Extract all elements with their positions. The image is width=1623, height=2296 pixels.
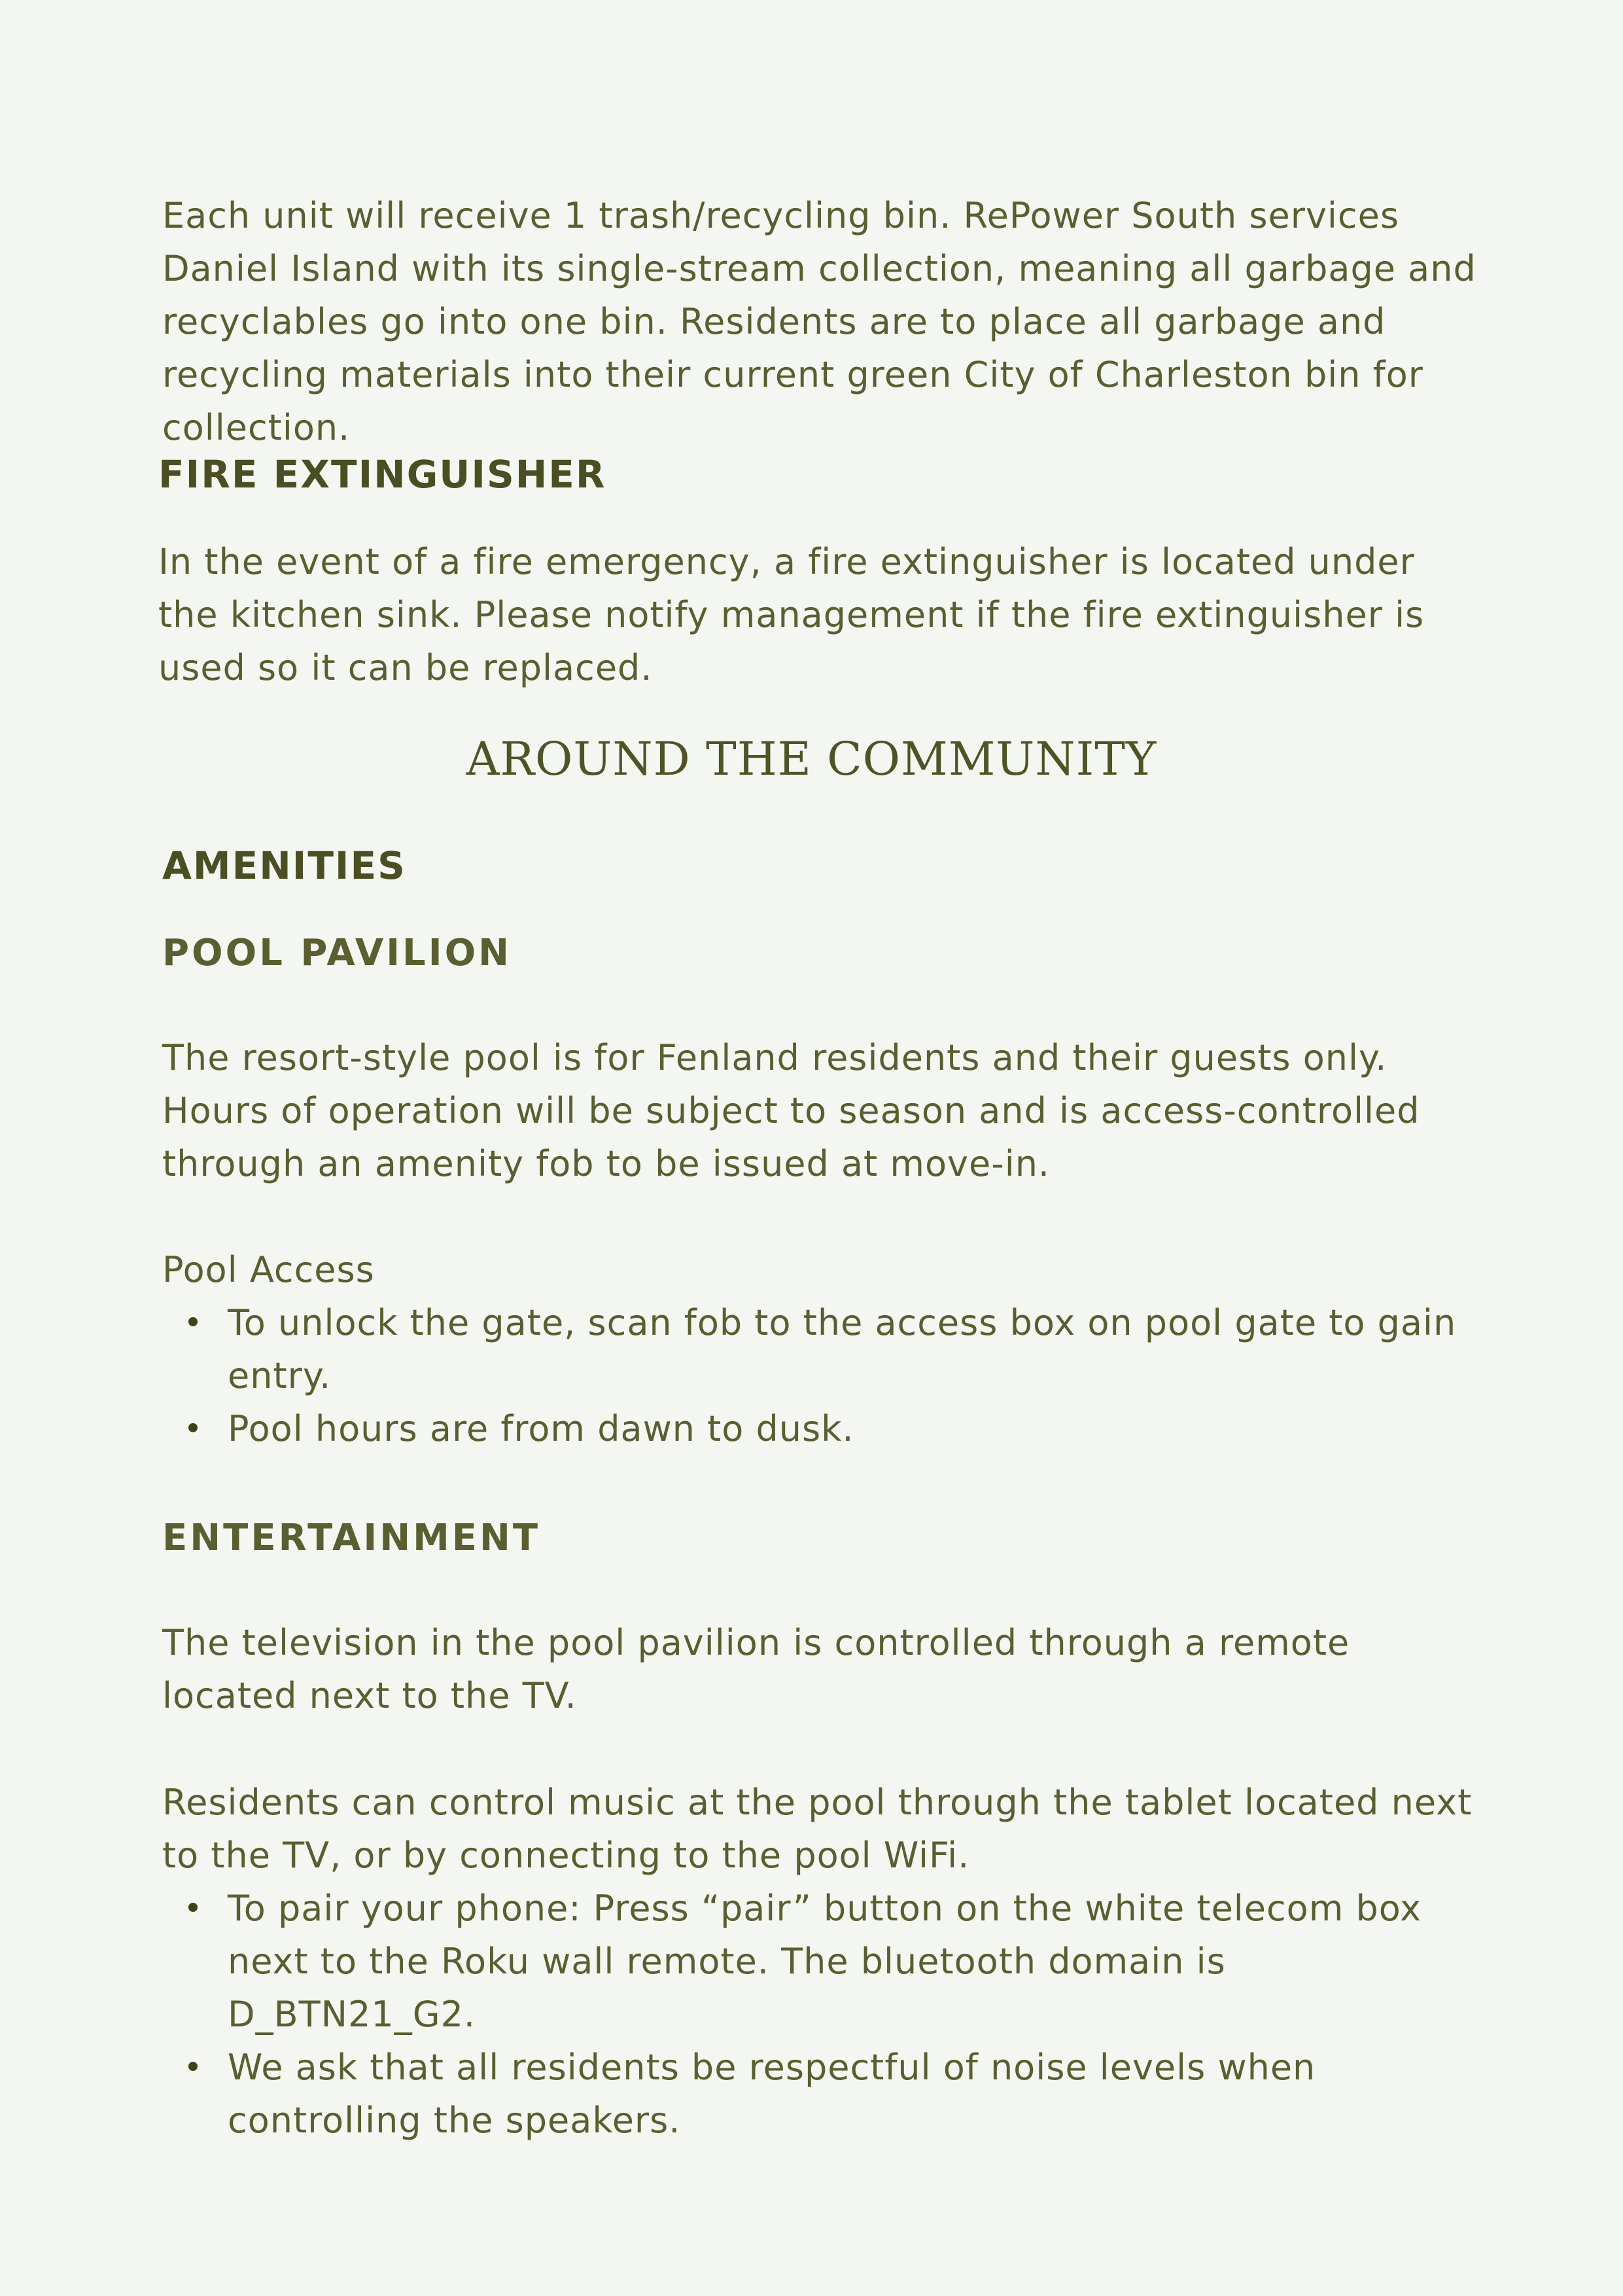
pool-pavilion-section	[162, 930, 1484, 976]
pool-pavilion-heading: POOL PAVILION	[162, 932, 512, 974]
list-item-text: Pool hours are from dawn to dusk.	[228, 1408, 854, 1449]
list-item	[162, 1882, 1484, 2041]
amenities-section	[162, 843, 1484, 889]
list-item	[162, 1296, 1484, 1402]
amenities-heading: AMENITIES	[162, 843, 406, 888]
pool-pavilion-paragraph: The resort-style pool is for Fenland residents and their guests only. Hours of operation will be subject to season and is access-controlled through an amenity fob to be issued at move-in.	[162, 1037, 1420, 1184]
trash-section	[162, 189, 1484, 454]
entertainment-heading: ENTERTAINMENT	[162, 1517, 541, 1559]
entertainment-paragraph-music: Residents can control music at the pool through the tablet located next to the TV, or by connecting to the pool WiFi.	[162, 1782, 1473, 1876]
entertainment-music	[162, 1776, 1484, 2147]
entertainment-list	[162, 1882, 1484, 2147]
page-title: AROUND THE COMMUNITY	[466, 732, 1157, 786]
entertainment-paragraph-tv: The television in the pool pavilion is controlled through a remote located next to the TV.	[162, 1622, 1350, 1716]
bullet-icon	[188, 1317, 198, 1326]
pool-access-list	[162, 1296, 1484, 1455]
trash-paragraph: Each unit will receive 1 trash/recycling bin. RePower South services Daniel Island with its single-stream collection, meaning all garbage and recyclables go into one bin. Residents are to place all garbage and recycling materials into their current green City of Charleston bin for collection.	[162, 195, 1476, 448]
entertainment-section	[162, 1515, 1484, 1561]
pool-access-section	[162, 1243, 1484, 1455]
bullet-icon	[188, 2062, 198, 2071]
pool-pavilion-body	[162, 1031, 1484, 1190]
list-item-text: We ask that all residents be respectful of noise levels when controlling the speakers.	[228, 2047, 1316, 2141]
bullet-icon	[188, 1903, 198, 1912]
fire-extinguisher-paragraph: In the event of a fire emergency, a fire extinguisher is located under the kitchen sink. Please notify management if the fire extinguisher is used so it can be replaced.	[158, 541, 1425, 688]
bullet-icon	[188, 1423, 198, 1432]
list-item	[162, 1402, 1484, 1455]
fire-extinguisher-body	[158, 535, 1480, 694]
fire-extinguisher-section	[158, 451, 1480, 497]
list-item	[162, 2041, 1484, 2147]
fire-extinguisher-heading: FIRE EXTINGUISHER	[158, 452, 606, 497]
entertainment-body	[162, 1616, 1484, 1722]
list-item-text: To unlock the gate, scan fob to the access box on pool gate to gain entry.	[228, 1302, 1457, 1396]
pool-access-label: Pool Access	[162, 1249, 375, 1290]
list-item-text: To pair your phone: Press “pair” button on the white telecom box next to the Roku wall remote. The bluetooth domain is D_BTN21_G2.	[228, 1888, 1422, 2035]
